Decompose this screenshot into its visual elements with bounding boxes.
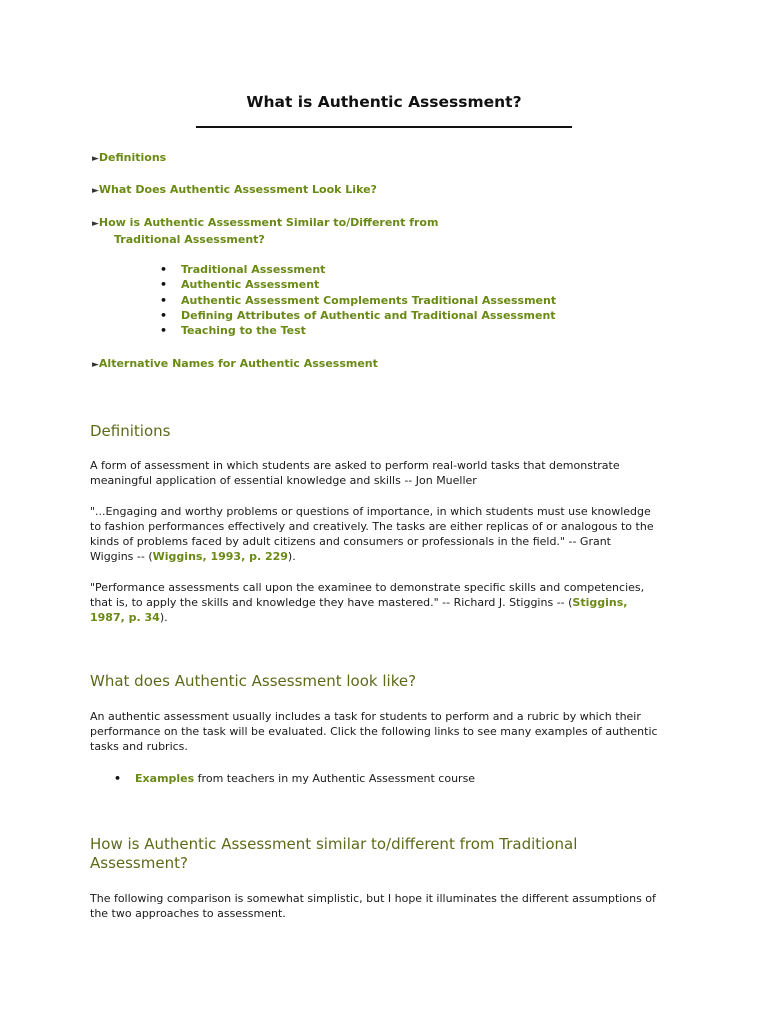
examples-list-item <box>114 771 475 786</box>
examples-link[interactable]: Examples <box>135 772 195 785</box>
toc-sub-list <box>160 262 556 338</box>
examples-text: from teachers in my Authentic Assessment course <box>194 772 476 785</box>
citation-link-stiggins[interactable]: Stiggins, <box>572 596 628 609</box>
citation-link-stiggins-cont[interactable]: 1987, p. 34 <box>90 611 160 624</box>
paragraph-line: meaningful application of essential knowledge and skills -- Jon Mueller <box>90 474 477 487</box>
bullet-icon: • <box>160 324 168 338</box>
toc-link-alternative-names[interactable]: Alternative Names for Authentic Assessment <box>98 357 378 370</box>
bullet-icon: • <box>160 308 168 322</box>
toc-sub-link[interactable]: Authentic Assessment Complements Traditional Assessment <box>181 293 557 307</box>
section-heading-look-like: What does Authentic Assessment look like? <box>90 672 417 690</box>
toc-link-similar-different-line2[interactable]: Traditional Assessment? <box>114 233 265 246</box>
list-item <box>160 262 556 277</box>
list-item <box>160 323 556 338</box>
citation-link-wiggins[interactable]: Wiggins, 1993, p. 229 <box>152 550 288 563</box>
list-item <box>160 293 556 308</box>
heading-line: How is Authentic Assessment similar to/different from Traditional <box>90 835 578 853</box>
page-title: What is Authentic Assessment? <box>246 93 522 111</box>
bullet-icon: • <box>160 293 168 307</box>
paragraph-line: ). <box>159 611 168 624</box>
definition-paragraph-3 <box>90 580 685 625</box>
section-heading-similar-different <box>90 835 690 873</box>
section-heading-definitions: Definitions <box>90 422 171 440</box>
arrow-right-icon: ► <box>92 219 99 229</box>
toc-sub-link[interactable]: Teaching to the Test <box>181 324 306 338</box>
title-underline <box>196 126 572 128</box>
paragraph-line: that is, to apply the skills and knowledge they have mastered." -- Richard J. Stiggins -- ( <box>90 596 573 609</box>
toc-item-alternative-names <box>92 356 378 373</box>
paragraph-line: ). <box>287 550 296 563</box>
similar-paragraph <box>90 891 685 921</box>
paragraph-line: the two approaches to assessment. <box>90 907 286 920</box>
paragraph-line: "...Engaging and worthy problems or questions of importance, in which students must use knowledge <box>90 505 651 518</box>
definition-paragraph-2 <box>90 504 685 564</box>
paragraph-line: kinds of problems faced by adult citizens and consumers or professionals in the field." -- Grant <box>90 535 611 548</box>
toc-sub-link[interactable]: Traditional Assessment <box>181 263 326 276</box>
definition-paragraph-1 <box>90 458 685 488</box>
bullet-icon: • <box>114 772 122 785</box>
toc-item-definitions <box>92 150 166 167</box>
paragraph-line: to fashion performances effectively and creatively. The tasks are either replicas of or analogous to the <box>90 520 654 533</box>
paragraph-line: tasks and rubrics. <box>90 740 188 753</box>
paragraph-line: Wiggins -- ( <box>90 550 153 563</box>
arrow-right-icon: ► <box>92 186 99 196</box>
paragraph-line: A form of assessment in which students are asked to perform real-world tasks that demonstrate <box>90 459 620 472</box>
list-item <box>160 277 556 292</box>
paragraph-line: The following comparison is somewhat simplistic, but I hope it illuminates the different assumptions of <box>90 892 656 905</box>
look-like-paragraph <box>90 709 685 754</box>
toc-link-definitions[interactable]: Definitions <box>98 151 167 164</box>
toc-link-look-like[interactable]: What Does Authentic Assessment Look Like? <box>98 183 377 196</box>
paragraph-line: "Performance assessments call upon the examinee to demonstrate specific skills and competencies, <box>90 581 645 594</box>
toc-item-similar-different <box>92 215 438 247</box>
paragraph-line: An authentic assessment usually includes a task for students to perform and a rubric by which their <box>90 710 641 723</box>
bullet-icon: • <box>160 263 168 276</box>
toc-link-similar-different-line1[interactable]: How is Authentic Assessment Similar to/Different from <box>98 216 439 229</box>
heading-line: Assessment? <box>90 854 188 872</box>
toc-item-look-like <box>92 182 377 199</box>
toc-sub-link[interactable]: Defining Attributes of Authentic and Traditional Assessment <box>181 308 556 322</box>
arrow-right-icon: ► <box>92 154 99 164</box>
bullet-icon: • <box>160 278 168 292</box>
list-item <box>160 308 556 323</box>
paragraph-line: performance on the task will be evaluated. Click the following links to see many examples of authentic <box>90 725 658 738</box>
arrow-right-icon: ► <box>92 360 99 370</box>
toc-sub-link[interactable]: Authentic Assessment <box>181 278 320 292</box>
